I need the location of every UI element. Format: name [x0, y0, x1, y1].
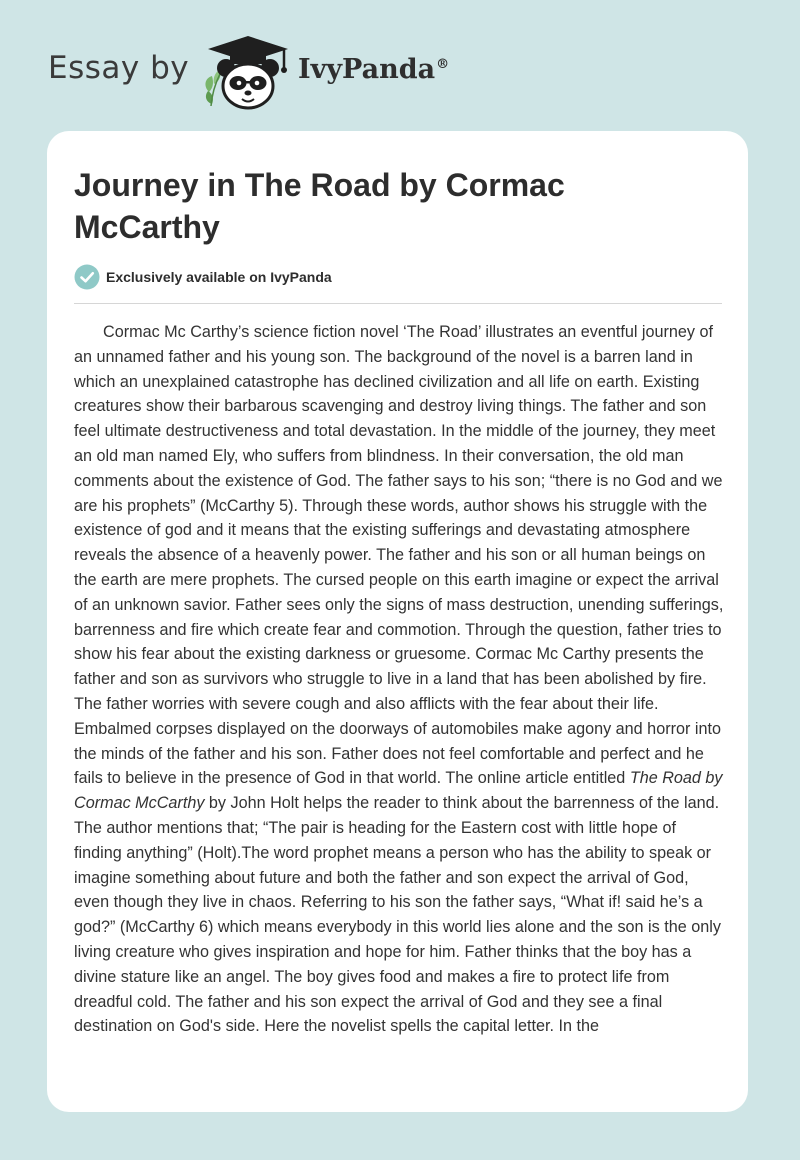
registered-mark: ®	[436, 57, 450, 72]
essay-text-part-2: by John Holt helps the reader to think about the barrenness of the land. The author mentions that; “The pair is heading for the Eastern cost with little hope of finding anything” (Holt).The word prophet means a person who has the ability to speak or imagine something about future and both the father and son expect the arrival of God, even though they live in chaos. Referring to his son the father says, “What if! said he’s a god?” (McCarthy 6) which means everybody in this world lies alone and the son is the only living creature who gives inspiration and hope for him. Father thinks that the boy has a divine stature like an angel. The boy gives food and makes a fire to protect life from dreadful cold. The father and his son expect the arrival of God and they see a final destination on God's side. Here the novelist spells the capital letter. In the	[74, 794, 721, 1036]
essay-paragraph	[74, 320, 724, 1039]
article-title: The Road by Cormac McCarthy	[74, 769, 723, 813]
brand-name-text: IvyPanda	[298, 54, 436, 85]
check-circle-icon	[74, 264, 100, 290]
site-header	[0, 0, 800, 130]
brand-name[interactable]	[298, 54, 449, 85]
page-title: Journey in The Road by Cormac McCarthy	[74, 167, 565, 245]
exclusive-badge-text: Exclusively available on IvyPanda	[106, 269, 332, 285]
brand-prefix: Essay by	[48, 50, 190, 86]
exclusive-badge	[74, 264, 332, 290]
essay-card	[47, 131, 748, 1112]
panda-graduate-icon[interactable]	[200, 34, 296, 112]
divider	[74, 303, 722, 304]
essay-text-part-1: Cormac Mc Carthy’s science fiction novel ‘The Road’ illustrates an eventful journey of an unnamed father and his young son. The background of the novel is a barren land in which an unexplained catastrophe has declined civilization and all life on earth. Existing creatures show their barbarous scavenging and destroy living things. The father and son feel ultimate destructiveness and total devastation. In the middle of the journey, they meet an old man named Ely, who suffers from blindness. In their conversation, the old man comments about the existence of God. The father says to his son; “there is no God and we are his prophets” (McCarthy 5). Through these words, author shows his struggle with the existence of god and it means that the existing sufferings and devastating atmosphere reveals the absence of a heavenly power. The father and his son or all human beings on the earth are mere prophets. The cursed people on this earth imagine or expect the arrival of an unknown savior. Father sees only the signs of mass destruction, unending sufferings, barrenness and fire which create fear and commotion. Through the question, father tries to show his fear about the existing darkness or gruesome. Cormac Mc Carthy presents the father and son as survivors who struggle to live in a land that has been abolished by fire. The father worries with severe cough and also afflicts with the fear about their life. Embalmed corpses displayed on the doorways of automobiles make agony and horror into the minds of the father and his son. Father does not feel comfortable and perfect and he fails to believe in the presence of God in that world. The online article entitled	[74, 323, 724, 788]
